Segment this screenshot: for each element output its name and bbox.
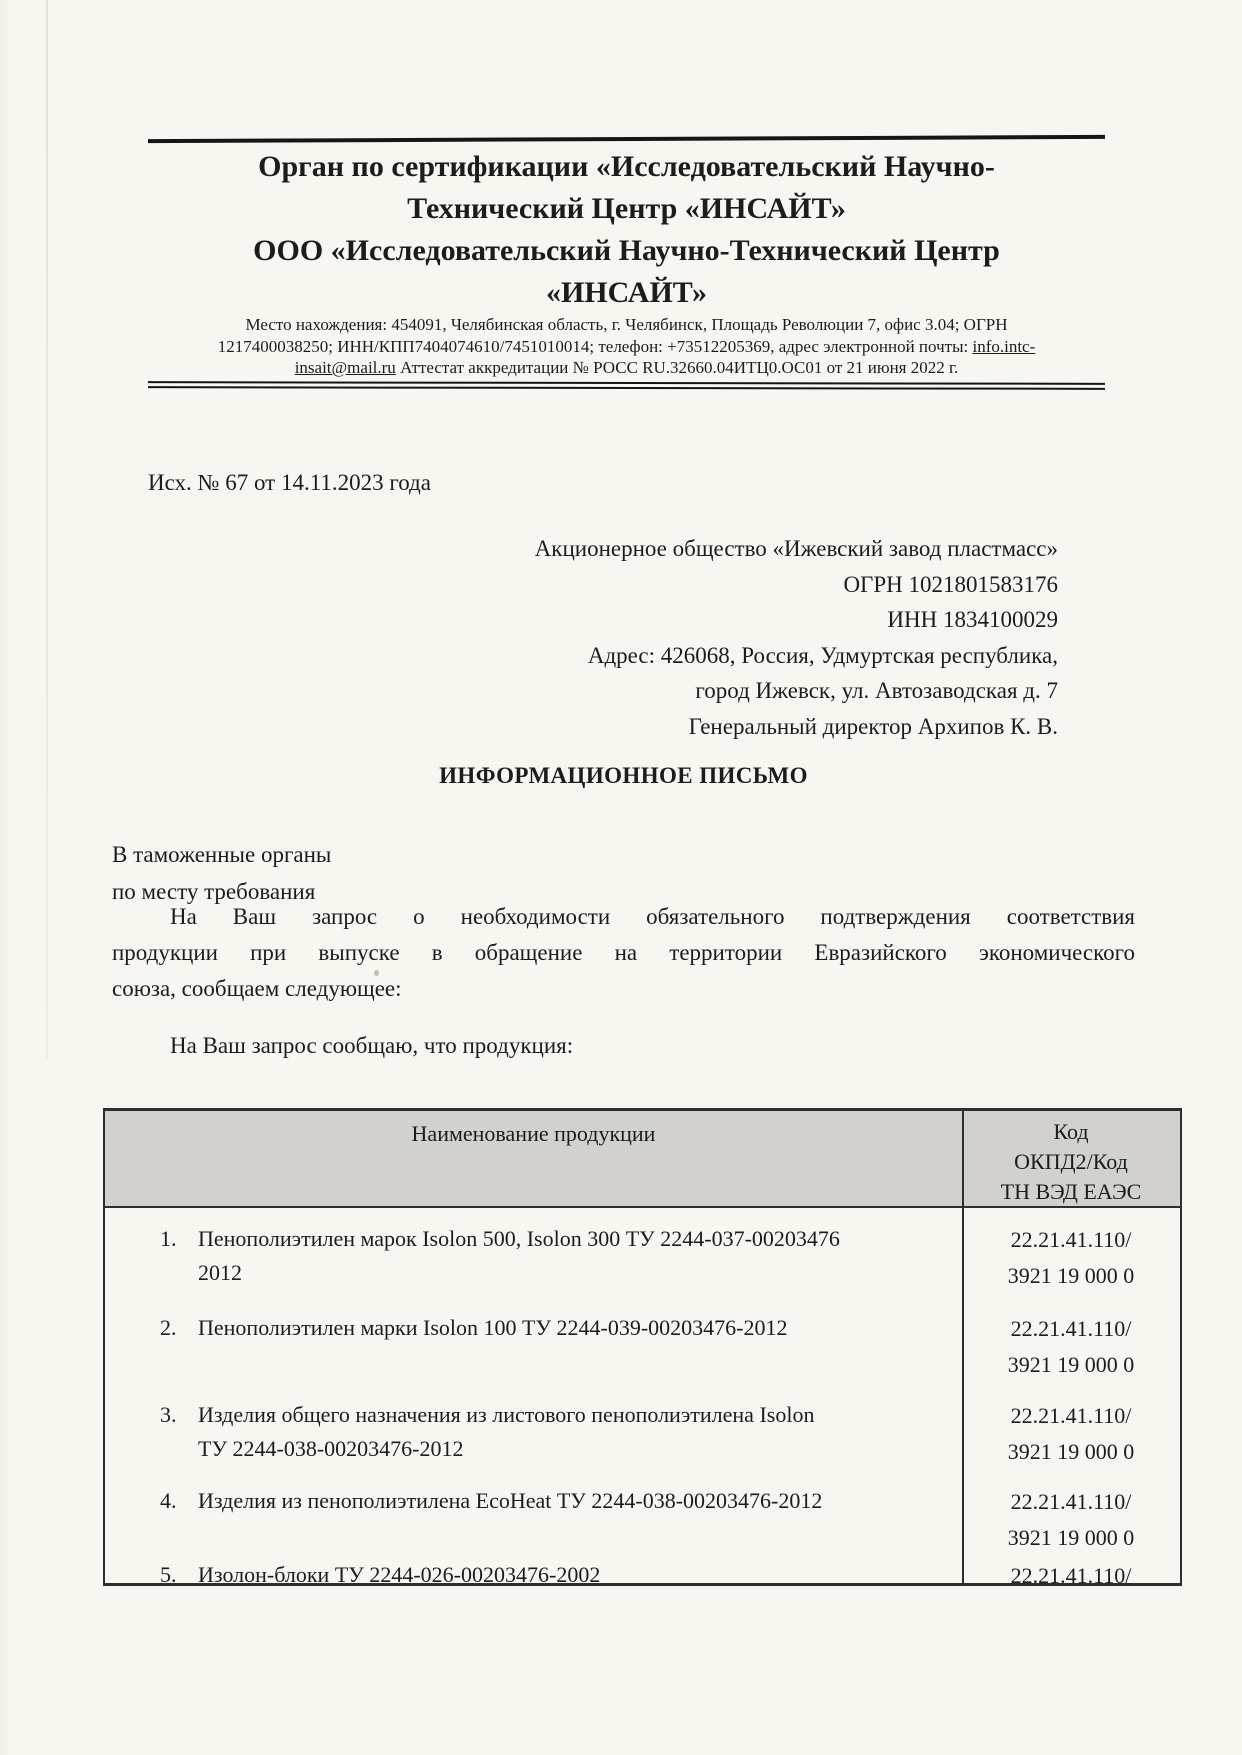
contact-line bbox=[128, 357, 1125, 379]
recipient-line: город Ижевск, ул. Автозаводская д. 7 bbox=[695, 678, 1058, 703]
row-number: 5. bbox=[160, 1562, 177, 1583]
email-link: info.intc- bbox=[972, 336, 1036, 356]
paragraph-line: продукции при выпуске в обращение на территории Евразийского экономического bbox=[112, 940, 1135, 965]
scan-edge-shade bbox=[0, 0, 10, 1755]
product-code-cell: 22.21.41.110/ 3921 19 000 0 bbox=[1007, 1227, 1135, 1288]
outgoing-reference: Исх. № 67 от 14.11.2023 года bbox=[148, 470, 431, 495]
product-name-cell bbox=[105, 1470, 962, 1557]
recipient-line: Генеральный директор Архипов К. В. bbox=[688, 713, 1058, 739]
product-name-cell bbox=[105, 1208, 962, 1297]
recipient-line: Акционерное общество «Ижевский завод пластмасс» bbox=[534, 536, 1058, 561]
table-row bbox=[105, 1297, 1180, 1384]
letterhead-title-line: ООО «Исследовательский Научно-Технический Центр bbox=[253, 234, 1000, 267]
table-row bbox=[105, 1470, 1180, 1557]
product-code-cell: 22.21.41.110/ bbox=[1010, 1563, 1132, 1583]
email-link: insait@mail.ru bbox=[294, 358, 396, 377]
row-number: 3. bbox=[160, 1402, 177, 1427]
product-code-cell: 22.21.41.110/ 3921 19 000 0 bbox=[1007, 1316, 1135, 1377]
recipient-block bbox=[258, 531, 1058, 744]
recipient-line: Адрес: 426068, Россия, Удмуртская республика, bbox=[587, 642, 1058, 668]
table-row bbox=[105, 1208, 1180, 1297]
table-row bbox=[105, 1557, 1180, 1583]
letterhead-title-line: Орган по сертификации «Исследовательский Научно- bbox=[258, 150, 995, 183]
addressee-line: В таможенные органы bbox=[112, 842, 332, 867]
product-code-cell: 22.21.41.110/ 3921 19 000 0 bbox=[1007, 1403, 1135, 1464]
column-header-code bbox=[962, 1111, 1180, 1206]
contact-line bbox=[128, 336, 1125, 358]
code-header-line: ОКПД2/Код bbox=[1014, 1149, 1128, 1174]
products-table bbox=[103, 1108, 1182, 1586]
paragraph-line: союза, сообщаем следующее: bbox=[112, 976, 402, 1001]
accreditation-text: Аттестат аккредитации № РОСС RU.32660.04ИТЦ0.ОС01 от 21 июня 2022 г. bbox=[395, 358, 959, 377]
contact-details: 1217400038250; ИНН/КПП7404074610/7451010014; телефон: +73512205369, адрес электронной почты: bbox=[217, 336, 973, 356]
contact-line bbox=[128, 314, 1125, 336]
intro-line: На Ваш запрос сообщаю, что продукция: bbox=[170, 1033, 574, 1058]
product-name: Изолон-блоки ТУ 2244-026-00203476-2002 bbox=[198, 1562, 601, 1583]
letterhead-top-rule bbox=[148, 135, 1105, 143]
table-column-divider bbox=[962, 1111, 964, 1583]
letterhead-contact-info bbox=[128, 314, 1125, 379]
contact-address: Место нахождения: 454091, Челябинская область, г. Челябинск, Площадь Революции 7, офис 3.04; ОГРН bbox=[245, 315, 1008, 334]
row-number: 1. bbox=[160, 1226, 177, 1251]
row-number: 2. bbox=[160, 1315, 177, 1340]
product-name: Изделия из пенополиэтилена EcoHeat ТУ 2244-038-00203476-2012 bbox=[198, 1488, 823, 1513]
body-paragraph bbox=[112, 899, 1135, 1007]
product-name-cell bbox=[105, 1384, 962, 1470]
product-name-cell bbox=[105, 1297, 962, 1384]
letterhead-title bbox=[148, 146, 1105, 314]
column-header-product-name: Наименование продукции bbox=[411, 1121, 656, 1146]
letterhead-title-line: «ИНСАЙТ» bbox=[545, 276, 708, 309]
recipient-line: ОГРН 1021801583176 bbox=[843, 571, 1058, 597]
table-row bbox=[105, 1384, 1180, 1470]
table-header-row bbox=[105, 1111, 1180, 1208]
code-header-line: Код bbox=[1053, 1119, 1089, 1144]
row-number: 4. bbox=[160, 1488, 177, 1513]
product-name: Изделия общего назначения из листового пенополиэтилена Isolon ТУ 2244-038-00203476-2012 bbox=[198, 1402, 815, 1461]
code-header-line: ТН ВЭД ЕАЭС bbox=[1000, 1179, 1142, 1204]
addressee-line: по месту требования bbox=[112, 879, 316, 904]
letterhead-bottom-rule bbox=[148, 381, 1105, 390]
product-name: Пенополиэтилен марки Isolon 100 ТУ 2244-039-00203476-2012 bbox=[198, 1315, 788, 1340]
scan-fold-line bbox=[46, 0, 48, 1060]
product-name: Пенополиэтилен марок Isolon 500, Isolon 300 ТУ 2244-037-00203476 2012 bbox=[198, 1226, 840, 1285]
letterhead-title-line: Технический Центр «ИНСАЙТ» bbox=[407, 192, 846, 225]
recipient-line: ИНН 1834100029 bbox=[887, 607, 1058, 632]
product-code-cell: 22.21.41.110/ 3921 19 000 0 bbox=[1007, 1489, 1135, 1550]
paragraph-line: На Ваш запрос о необходимости обязательного подтверждения соответствия bbox=[170, 904, 1135, 929]
product-name-cell bbox=[105, 1557, 962, 1583]
letter-heading: ИНФОРМАЦИОННОЕ ПИСЬМО bbox=[439, 763, 808, 788]
